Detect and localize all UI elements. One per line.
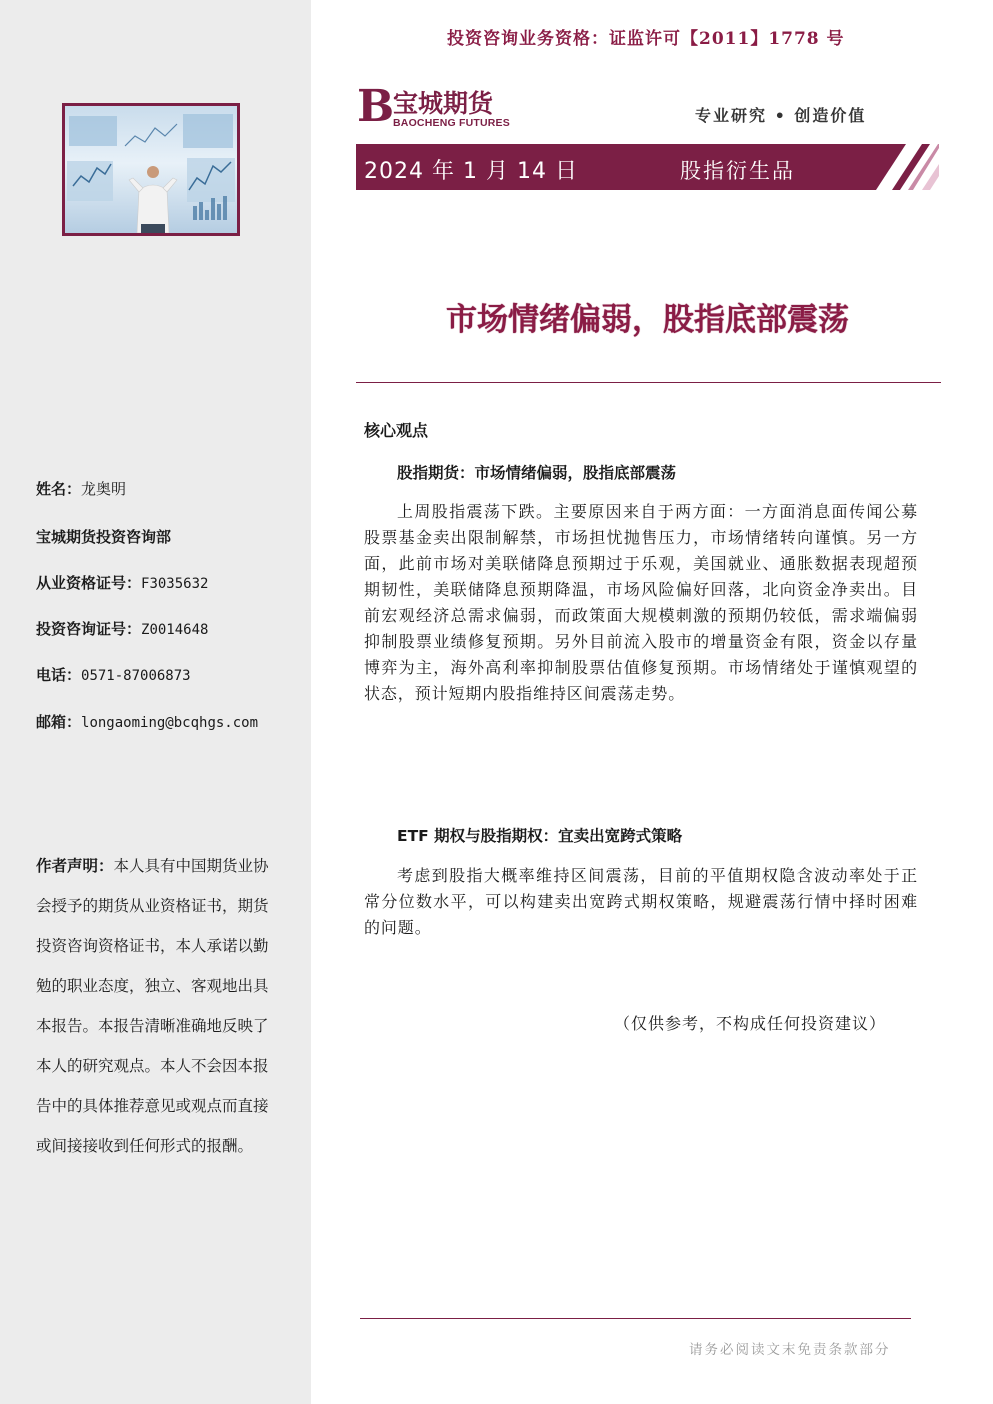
section2-paragraph: 考虑到股指大概率维持区间震荡，目前的平值期权隐含波动率处于正常分位数水平，可以构建卖出宽跨式期权策略，规避震荡行情中择时困难的问题。: [364, 866, 918, 937]
slogan: 专业研究 • 创造价值: [695, 106, 867, 125]
email-value[interactable]: longaoming@bcqhgs.com: [81, 715, 259, 731]
date-banner: [356, 144, 939, 190]
investment-disclaimer: （仅供参考，不构成任何投资建议）: [614, 1014, 887, 1033]
department: [36, 526, 171, 547]
author-declaration: [36, 846, 272, 1166]
qualification-number: [36, 572, 208, 593]
declaration-label: 作者声明：: [36, 857, 114, 875]
footer-divider: [360, 1318, 911, 1319]
email-label: 邮箱：: [36, 713, 82, 731]
cover-image: [62, 103, 240, 236]
sidebar: [0, 0, 311, 1404]
title-divider: [356, 382, 941, 383]
consult-label: 投资咨询证号：: [36, 620, 142, 638]
author-name-label: 姓名：: [36, 480, 82, 498]
logo-english-name: BAOCHENG FUTURES: [393, 117, 510, 129]
qualification-value: F3035632: [141, 576, 209, 592]
email: [36, 711, 258, 732]
report-category: 股指衍生品: [680, 159, 795, 183]
analyst-illustration: [65, 106, 237, 233]
author-name-value: 龙奥明: [81, 480, 127, 498]
qualification-label: 从业资格证号：: [36, 574, 142, 592]
company-logo: [357, 81, 527, 134]
section2-heading: ETF 期权与股指期权：宜卖出宽跨式策略: [397, 827, 683, 845]
consult-number: [36, 618, 208, 639]
footer-note: 请务必阅读文末免责条款部分: [689, 1342, 891, 1358]
phone-label: 电话：: [36, 666, 82, 684]
phone-value: 0571-87006873: [81, 668, 191, 684]
author-name: [36, 478, 126, 499]
report-date: 2024 年 1 月 14 日: [364, 159, 578, 184]
logo-chinese-name: 宝城期货: [393, 89, 494, 118]
section1-paragraph: 上周股指震荡下跌。主要原因来自于两方面：一方面消息面传闻公募股票基金卖出限制解禁，市场担忧抛售压力，市场情绪转向谨慎。另一方面，此前市场对美联储降息预期过于乐观，美国就业、通胀数据表现超预期韧性，美联储降息预期降温，市场风险偏好回落，北向资金净卖出。目前宏观经济总需求偏弱，而政策面大规模刺激的预期仍较低，需求端偏弱抑制股票业绩修复预期。另外目前流入股市的增量资金有限，资金以存量博弈为主，海外高利率抑制股票估值修复预期。市场情绪处于谨慎观望的状态，预计短期内股指维持区间震荡走势。: [364, 502, 918, 703]
report-title: 市场情绪偏弱，股指底部震荡: [446, 302, 849, 338]
logo-mark-icon: B: [357, 81, 395, 132]
core-heading: 核心观点: [364, 421, 429, 440]
declaration-text: 本人具有中国期货业协会授予的期货从业资格证书，期货投资咨询资格证书，本人承诺以勤勉的职业态度，独立、客观地出具本报告。本报告清晰准确地反映了本人的研究观点。本人不会因本报告中的具体推荐意见或观点而直接或间接接收到任何形式的报酬。: [36, 857, 269, 1155]
department-label: 宝城期货投资咨询部: [36, 528, 172, 546]
phone: [36, 664, 191, 685]
license-info: 投资咨询业务资格：证监许可【2011】1778 号: [447, 29, 845, 49]
consult-value: Z0014648: [141, 622, 209, 638]
section1-heading: 股指期货：市场情绪偏弱，股指底部震荡: [397, 464, 677, 482]
